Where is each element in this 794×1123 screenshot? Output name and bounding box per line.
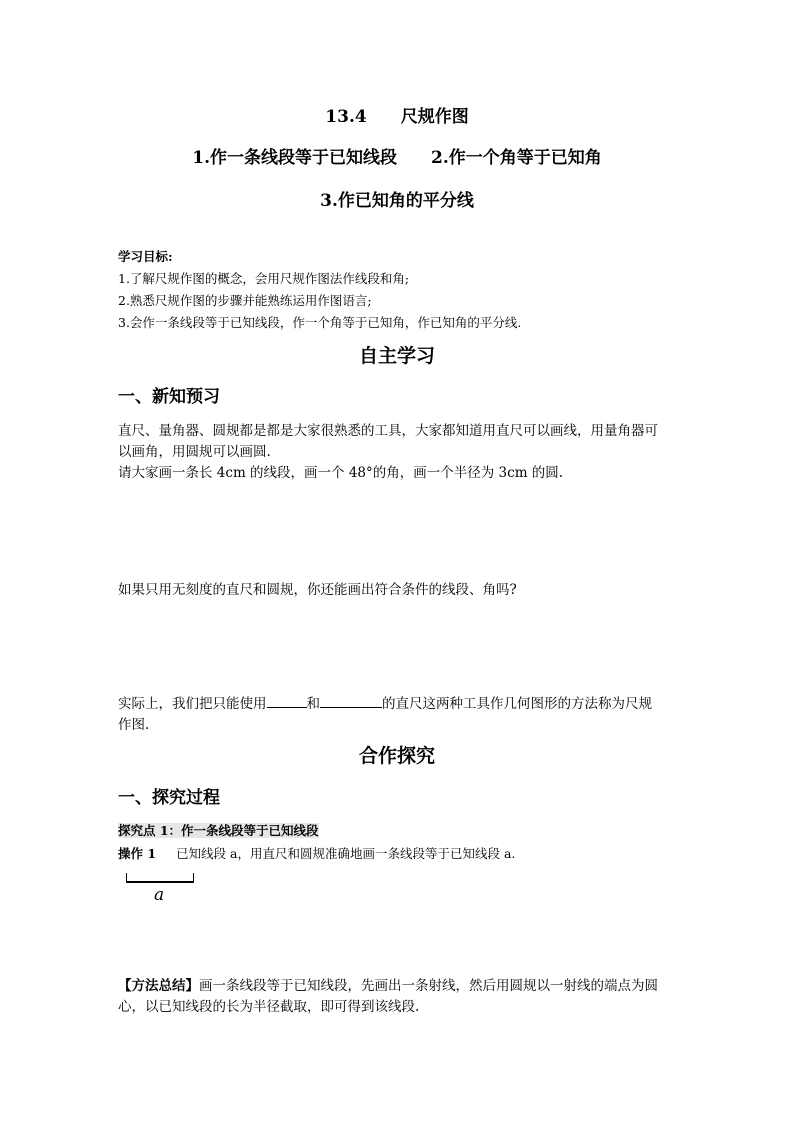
subtitle-line-1 [0, 147, 794, 169]
paragraph-line: 以画角，用圆规可以画圆. [118, 444, 271, 460]
summary-text: 画一条线段等于已知线段，先画出一条射线，然后用圆规以一射线的端点为圆 [199, 978, 658, 994]
summary-tag: 【方法总结】 [118, 978, 199, 994]
subtitle-2: 2.作一个角等于已知角 [431, 148, 602, 168]
section-title-cooperative: 合作探究 [358, 745, 435, 767]
objectives [118, 246, 678, 334]
subtitle-1: 1.作一条线段等于已知线段 [192, 148, 397, 168]
heading-exploration: 一、探究过程 [118, 788, 220, 808]
objective-item: 3.会作一条线段等于已知线段，作一个角等于已知角，作已知角的平分线. [118, 315, 522, 330]
title-number: 13.4 [325, 107, 367, 127]
segment-a-label: a [154, 885, 165, 905]
fill-blank-1[interactable] [267, 693, 307, 708]
fill-text: 作图. [118, 717, 150, 733]
question: 如果只用无刻度的直尺和圆规，你还能画出符合条件的线段、角吗? [118, 582, 517, 598]
title-text: 尺规作图 [400, 107, 469, 127]
segment-a-diagram [126, 873, 194, 883]
subtitle-line-2 [0, 190, 794, 212]
fill-in-paragraph [118, 693, 678, 736]
exploration-point [118, 820, 319, 842]
fill-blank-2[interactable] [320, 693, 382, 708]
paragraph-line: 直尺、量角器、圆规都是都是大家很熟悉的工具，大家都知道用直尺可以画线，用量角器可 [118, 423, 658, 439]
fill-text: 实际上，我们把只能使用 [118, 696, 267, 712]
objective-item: 1.了解尺规作图的概念，会用尺规作图法作线段和角; [118, 271, 410, 286]
operation-text: 已知线段 a，用直尺和圆规准确地画一条线段等于已知线段 a. [176, 846, 516, 861]
method-summary [118, 976, 678, 1018]
paragraph-task: 请大家画一条长 4cm 的线段，画一个 48°的角，画一个半径为 3cm 的圆. [118, 465, 564, 481]
fill-text: 和 [306, 696, 320, 712]
page-title [0, 106, 794, 128]
section-title-self-study: 自主学习 [358, 345, 435, 367]
paragraph-tools [118, 421, 678, 484]
operation-label: 操作 1 [118, 846, 157, 861]
subtitle-3: 3.作已知角的平分线 [320, 191, 474, 211]
objective-item: 2.熟悉尺规作图的步骤并能熟练运用作图语言; [118, 293, 372, 308]
summary-text: 心，以已知线段的长为半径截取，即可得到该线段. [118, 999, 420, 1015]
heading-new-knowledge: 一、新知预习 [118, 387, 220, 407]
fill-text: 的直尺这两种工具作几何图形的方法称为尺规 [382, 696, 652, 712]
objectives-heading: 学习目标: [118, 249, 173, 264]
operation-1 [118, 843, 515, 865]
exploration-point-label: 探究点 1：作一条线段等于已知线段 [118, 823, 319, 838]
